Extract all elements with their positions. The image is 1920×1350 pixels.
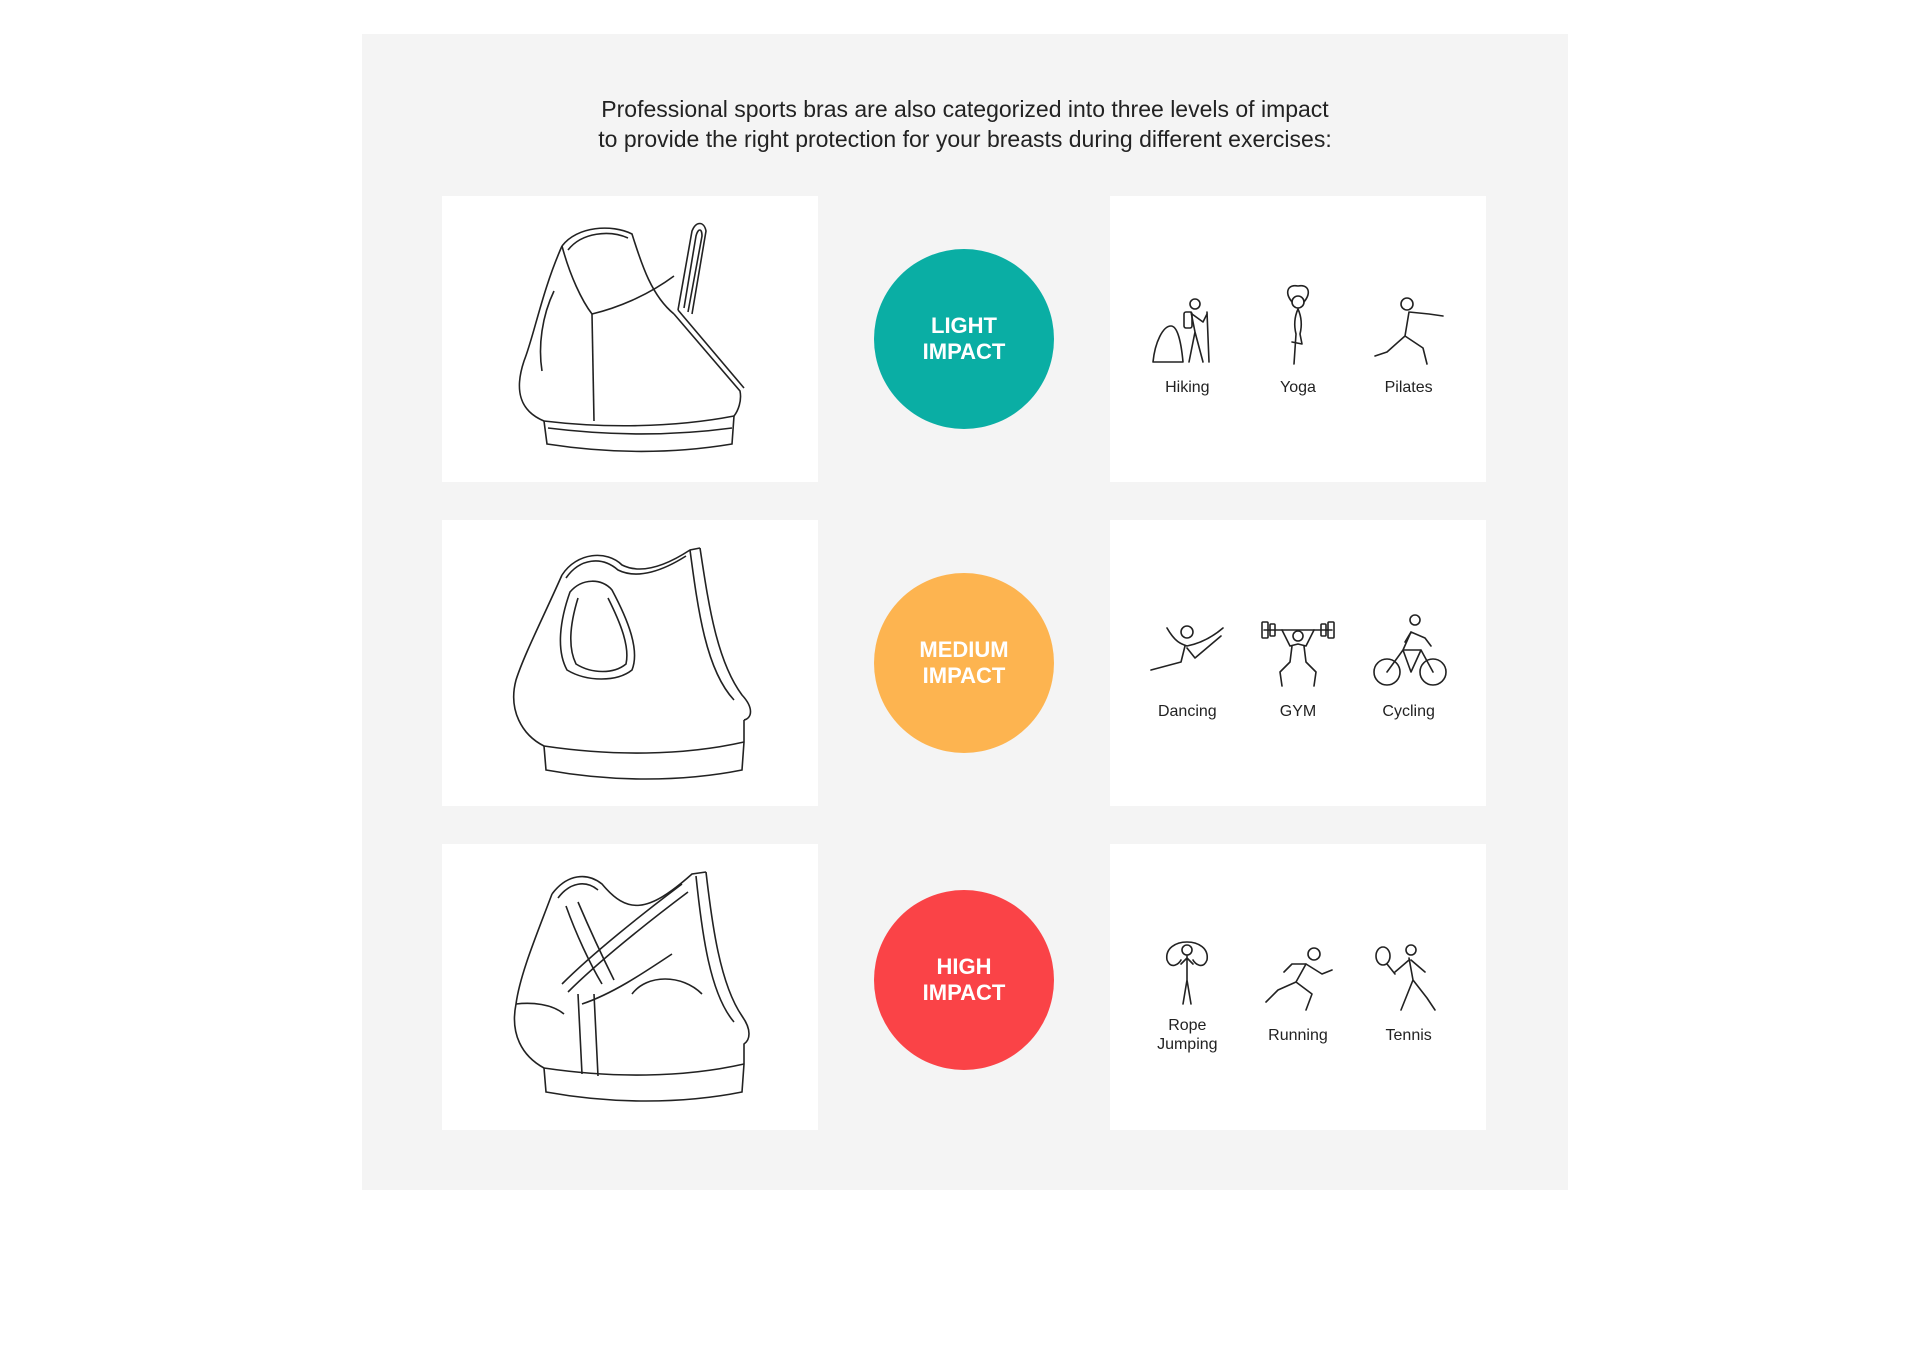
high-impact-bra-illustration [442, 844, 818, 1130]
light-impact-activities-card [1110, 196, 1486, 482]
running-icon [1258, 930, 1338, 1018]
impact-levels-panel [362, 34, 1568, 1190]
high-impact-badge-line1: HIGH [936, 954, 992, 979]
light-impact-badge-line2: IMPACT [922, 339, 1006, 364]
activity-label: Yoga [1280, 378, 1316, 396]
hiking-icon [1147, 282, 1227, 370]
dancing-icon [1147, 606, 1227, 694]
activity-hiking [1137, 282, 1237, 397]
activity-yoga [1248, 282, 1348, 397]
activity-label: Cycling [1382, 702, 1435, 720]
high-impact-badge-line2: IMPACT [922, 980, 1006, 1005]
medium-impact-bra-card [442, 520, 818, 806]
intro-line-2: to provide the right protection for your breasts during different exercises: [598, 126, 1332, 152]
activity-tennis [1359, 930, 1459, 1045]
pilates-icon [1369, 282, 1449, 370]
high-impact-activities-card [1110, 844, 1486, 1130]
activity-cycling [1359, 606, 1459, 721]
yoga-icon [1258, 282, 1338, 370]
high-impact-badge [874, 890, 1054, 1070]
activity-label: Hiking [1165, 378, 1210, 396]
activity-label: GYM [1279, 702, 1317, 720]
medium-impact-badge-line2: IMPACT [922, 663, 1006, 688]
light-impact-badge [874, 249, 1054, 429]
activity-label: Tennis [1385, 1026, 1432, 1044]
high-impact-bra-card [442, 844, 818, 1130]
activity-rope-jumping [1137, 920, 1237, 1054]
activity-label: Dancing [1157, 702, 1217, 720]
medium-impact-badge-line1: MEDIUM [919, 637, 1009, 662]
activity-label: Rope Jumping [1157, 1017, 1218, 1053]
activity-running [1248, 930, 1348, 1045]
light-impact-bra-illustration [442, 196, 818, 482]
medium-impact-badge [874, 573, 1054, 753]
medium-impact-activities-card [1110, 520, 1486, 806]
activity-gym [1248, 606, 1348, 721]
intro-text [362, 94, 1568, 154]
intro-line-1: Professional sports bras are also categorized into three levels of impact [601, 96, 1329, 122]
activity-dancing [1137, 606, 1237, 721]
light-impact-badge-line1: LIGHT [931, 313, 997, 338]
cycling-icon [1369, 606, 1449, 694]
activity-label: Running [1268, 1026, 1328, 1044]
medium-impact-bra-illustration [442, 520, 818, 806]
light-impact-bra-card [442, 196, 818, 482]
rope-jumping-icon [1147, 920, 1227, 1008]
activity-label: Pilates [1384, 378, 1433, 396]
weightlifting-icon [1258, 606, 1338, 694]
tennis-icon [1369, 930, 1449, 1018]
activity-pilates [1359, 282, 1459, 397]
